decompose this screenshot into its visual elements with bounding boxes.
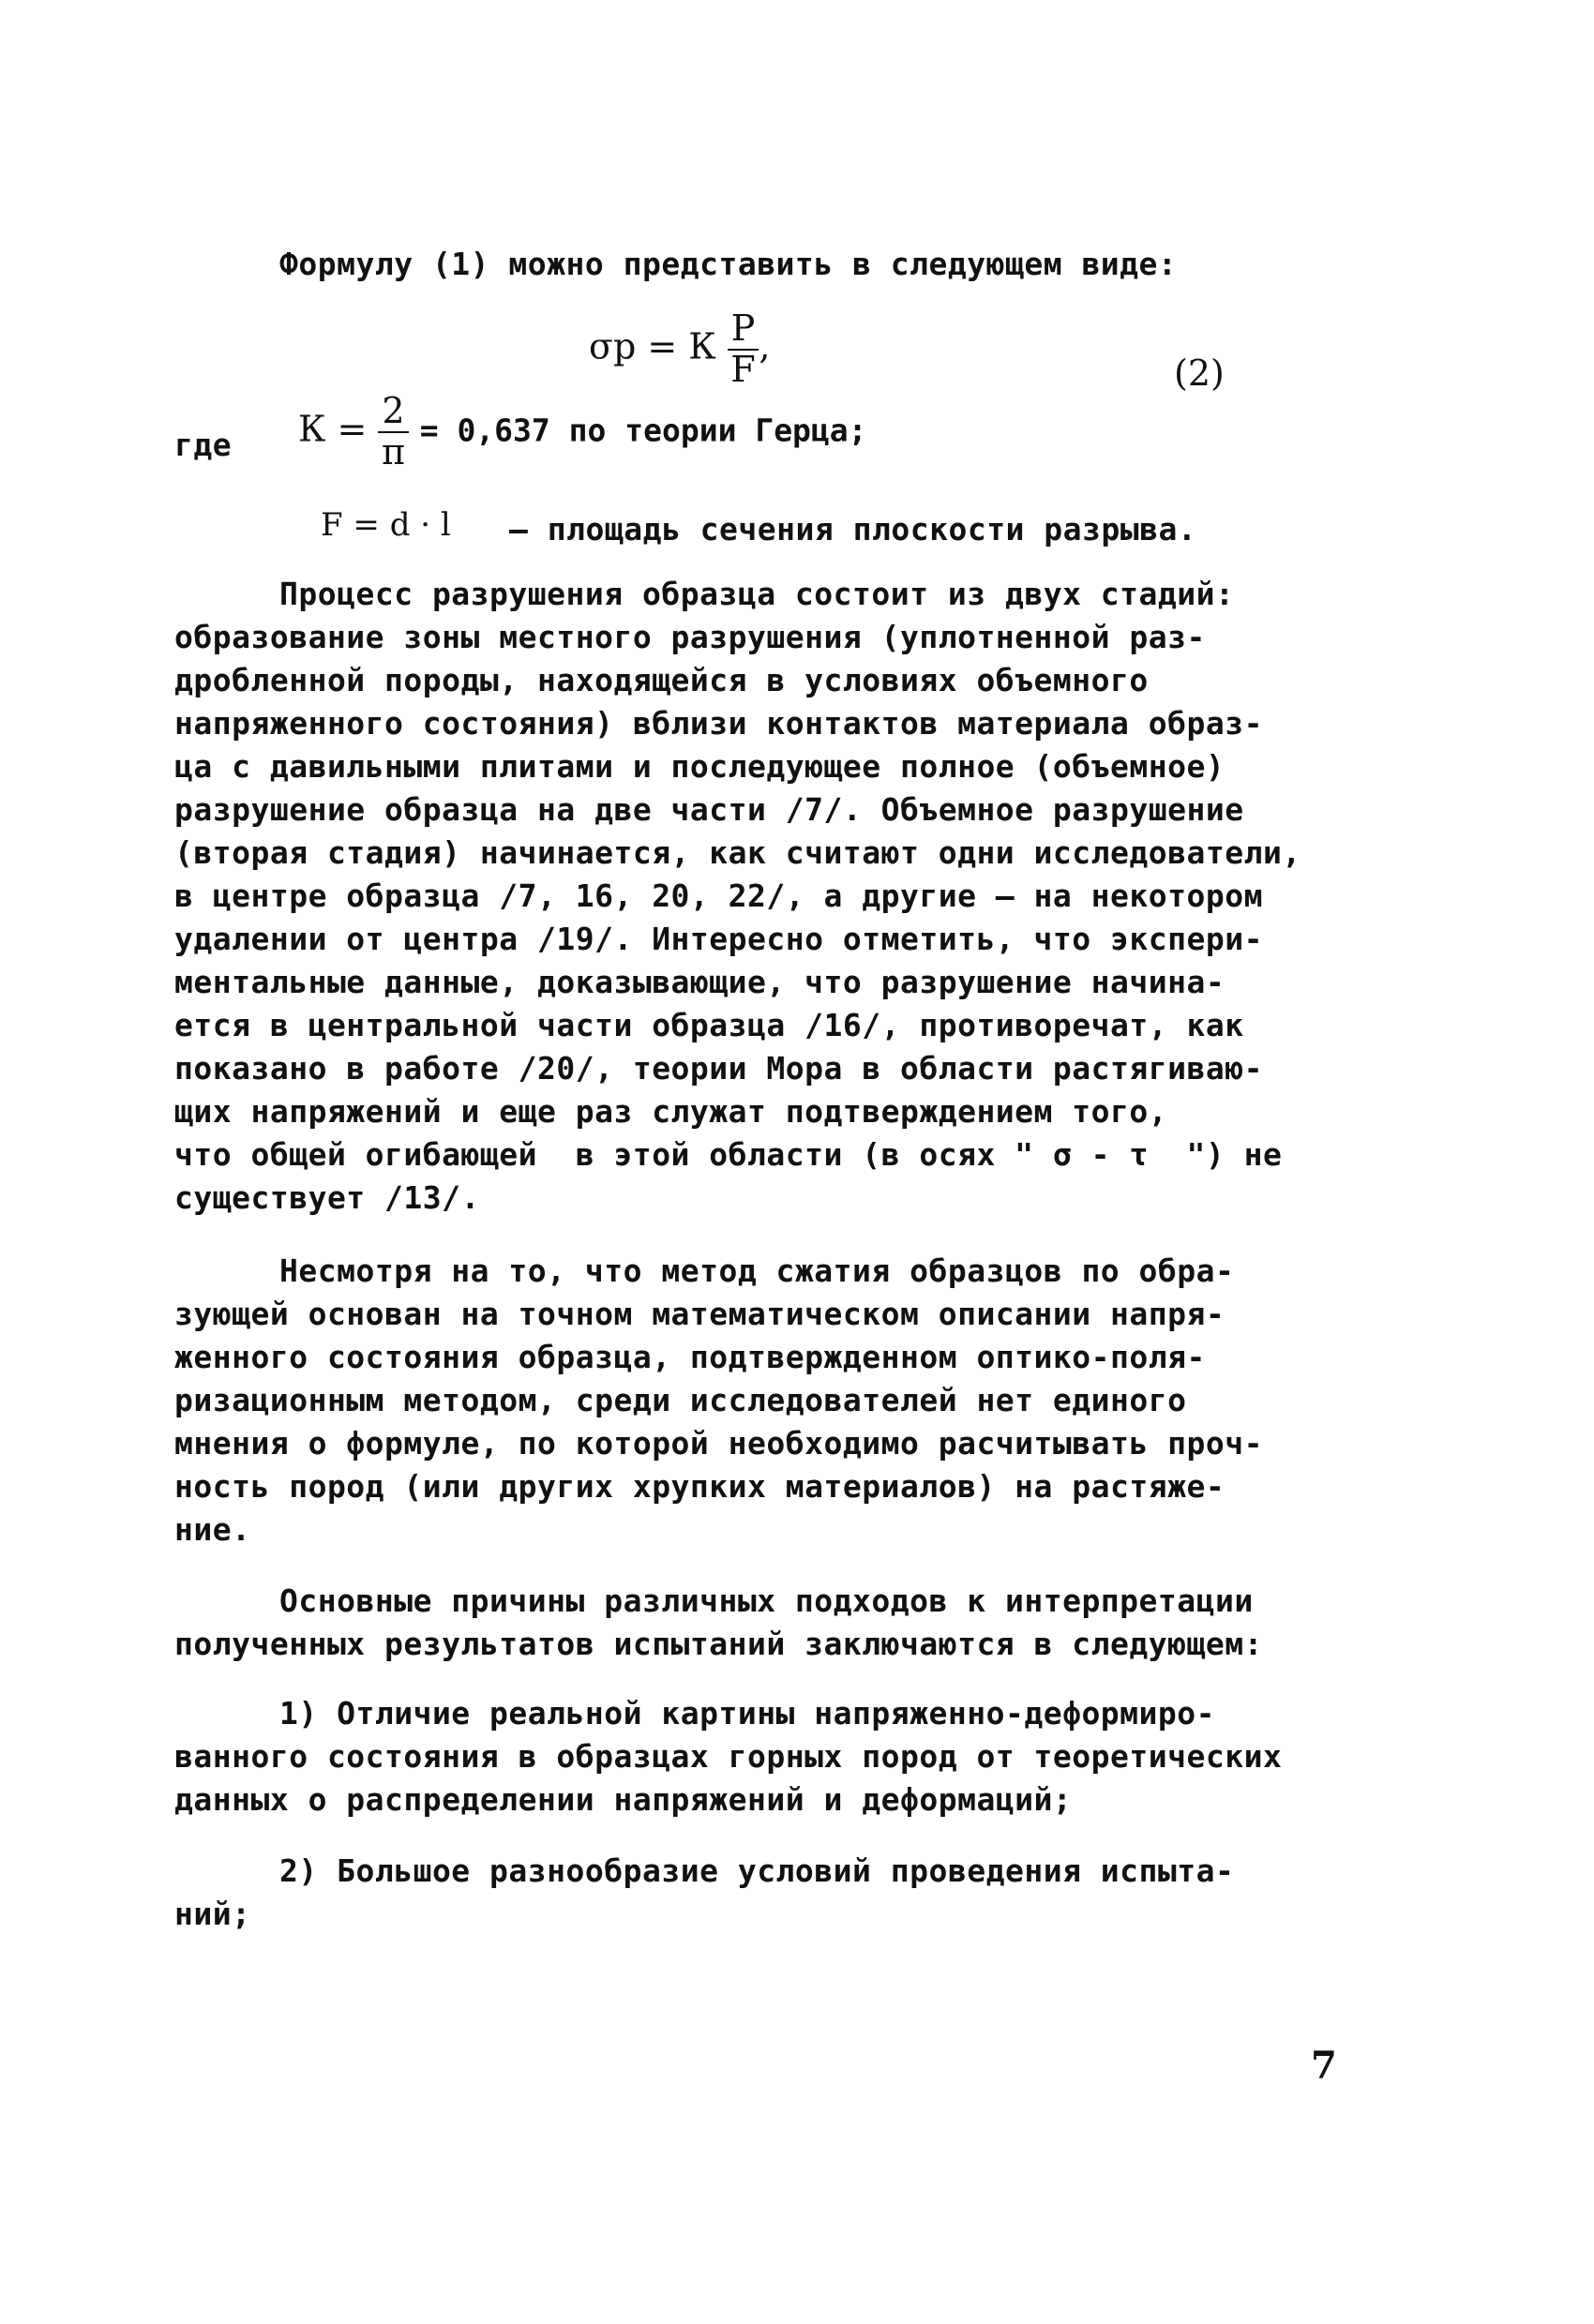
text-line: в центре образца /7, 16, 20, 22/, а другие – на некотором [174, 877, 1263, 914]
formula-2-fraction [728, 309, 759, 390]
text-line: существует /13/. [174, 1179, 480, 1216]
text-line: ний; [174, 1896, 251, 1932]
text-line: дробленной породы, находящейся в условиях объемного [174, 662, 1149, 698]
text-line: ризационным методом, среди исследователей нет единого [174, 1382, 1187, 1418]
text-line: показано в работе /20/, теории Мора в области растягиваю- [174, 1050, 1263, 1087]
k-fraction [378, 392, 408, 472]
formula-2-trail: , [759, 325, 771, 367]
text-line: разрушение образца на две части /7/. Объемное разрушение [174, 791, 1244, 828]
text-line: ванного состояния в образцах горных пород от теоретических [174, 1738, 1283, 1775]
text-line: полученных результатов испытаний заключаются в следующем: [174, 1626, 1263, 1662]
text-line: ние. [174, 1511, 251, 1548]
k-definition [298, 392, 867, 472]
f-rhs: – площадь сечения плоскости разрыва. [509, 511, 1197, 547]
text-line: Процесс разрушения образца состоит из двух стадий: [279, 576, 1235, 612]
text-line: ность пород (или других хрупких материалов) на растяже- [174, 1468, 1226, 1505]
text-line: зующей основан на точном математическом описании напря- [174, 1296, 1226, 1332]
text-line: 1) Отличие реальной картины напряженно-деформиро- [279, 1695, 1216, 1732]
text-line: женного состояния образца, подтвержденном оптико-поля- [174, 1339, 1206, 1375]
text-line: ется в центральной части образца /16/, противоречат, как [174, 1007, 1244, 1043]
equation-number: (2) [1174, 352, 1225, 394]
text-line: 2) Большое разнообразие условий проведения испыта- [279, 1852, 1235, 1889]
text-line: мнения о формуле, по которой необходимо расчитывать проч- [174, 1425, 1263, 1462]
intro-line: Формулу (1) можно представить в следующем виде: [279, 246, 1178, 282]
text-line: ментальные данные, доказывающие, что разрушение начина- [174, 964, 1226, 1000]
formula-2-numerator: P [728, 309, 759, 351]
text-line: Несмотря на то, что метод сжатия образцов по обра- [279, 1252, 1235, 1289]
text-line: данных о распределении напряжений и деформаций; [174, 1781, 1073, 1818]
text-line: Основные причины различных подходов к интерпретации [279, 1582, 1254, 1619]
k-numerator: 2 [378, 392, 408, 433]
text-line: что общей огибающей в этой области (в осях " σ - τ ") не [174, 1136, 1283, 1173]
text-line: (вторая стадия) начинается, как считают одни исследователи, [174, 834, 1301, 871]
formula-2-lhs: σр = К [589, 325, 716, 367]
f-lhs: F = d · l [321, 506, 451, 544]
where-label: где [174, 427, 233, 463]
text-line: ца с давильными плитами и последующее полное (объемное) [174, 748, 1226, 785]
text-line: удалении от центра /19/. Интересно отметить, что экспери- [174, 921, 1263, 957]
formula-2 [589, 309, 770, 390]
k-lhs: К = [298, 408, 368, 450]
page-number: 7 [1311, 2044, 1337, 2088]
k-denominator: π [382, 430, 405, 472]
text-line: образование зоны местного разрушения (уплотненной раз- [174, 619, 1206, 655]
text-line: щих напряжений и еще раз служат подтверждением того, [174, 1093, 1168, 1130]
text-line: напряженного состояния) вблизи контактов материала образ- [174, 705, 1263, 742]
formula-2-denominator: F [730, 348, 756, 390]
k-rhs: = 0,637 по теории Герца; [419, 412, 867, 449]
